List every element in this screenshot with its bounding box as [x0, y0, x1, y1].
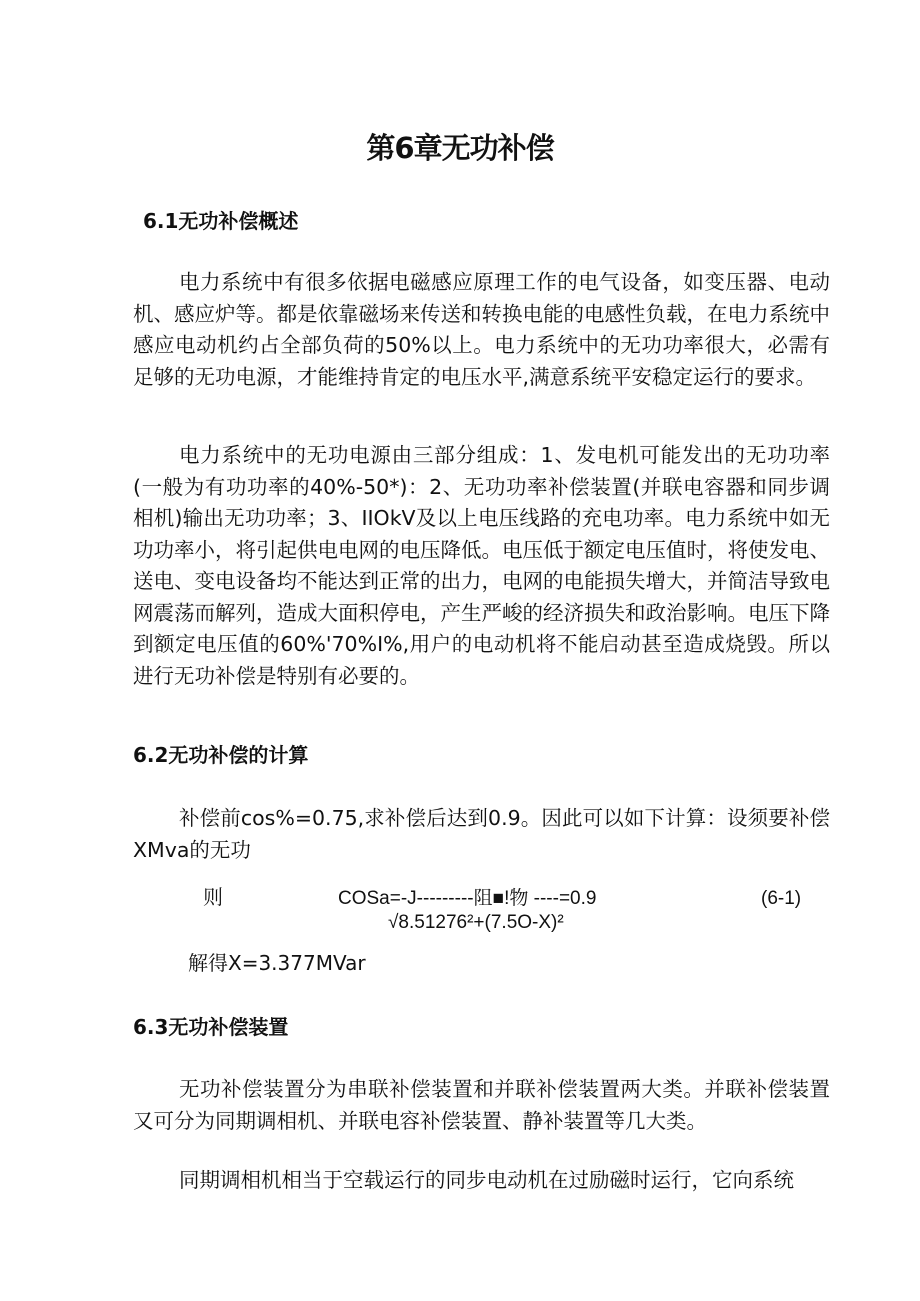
section-heading-6-2: 6.2无功补偿的计算: [133, 743, 309, 767]
paragraph-6-3-2: 同期调相机相当于空载运行的同步电动机在过励磁时运行，它向系统: [179, 1168, 794, 1192]
equation-denominator-line: √8.51276²+(7.5O-X)²: [388, 912, 564, 933]
chapter-title: 第6章无功补偿: [366, 131, 554, 165]
paragraph-6-3-1: 无功补偿装置分为串联补偿装置和并联补偿装置两大类。并联补偿装置又可分为同期调相机、并联电容补偿装置、静补装置等几大类。: [133, 1077, 830, 1133]
solution-line: 解得X=3.377MVar: [188, 951, 366, 975]
equation-prefix: 则: [203, 885, 223, 909]
paragraph-6-2-intro: 补偿前cos%=0.75,求补偿后达到0.9。因此可以如下计算：设须要补偿XMva的无功: [133, 806, 830, 862]
section-heading-6-3: 6.3无功补偿装置: [133, 1015, 289, 1039]
section-heading-6-1: 6.1无功补偿概述: [143, 209, 299, 233]
equation-number: (6-1): [761, 888, 802, 909]
paragraph-6-1-2: 电力系统中的无功电源由三部分组成：1、发电机可能发出的无功功率(一般为有功功率的40%-50*)：2、无功功率补偿装置(并联电容器和同步调相机)输出无功功率；3、IIOkV及以上电压线路的充电功率。电力系统中如无功功率小，将引起供电电网的电压降低。电压低于额定电压值时，将使发电、送电、变电设备均不能达到正常的出力，电网的电能损失增大，并简洁导致电网震荡而解列，造成大面积停电，产生严峻的经济损失和政治影响。电压下降到额定电压值的60%'70%I%,用户的电动机将不能启动甚至造成烧毁。所以进行无功补偿是特别有必要的。: [133, 443, 830, 688]
equation-numerator-line: COSa=-J---------阻■!物 ----=0.9: [338, 888, 597, 909]
paragraph-6-1-1: 电力系统中有很多依据电磁感应原理工作的电气设备，如变压器、电动机、感应炉等。都是依靠磁场来传送和转换电能的电感性负载，在电力系统中感应电动机约占全部负荷的50%以上。电力系统中的无功功率很大，必需有足够的无功电源，才能维持肯定的电压水平,满意系统平安稳定运行的要求。: [133, 270, 830, 389]
